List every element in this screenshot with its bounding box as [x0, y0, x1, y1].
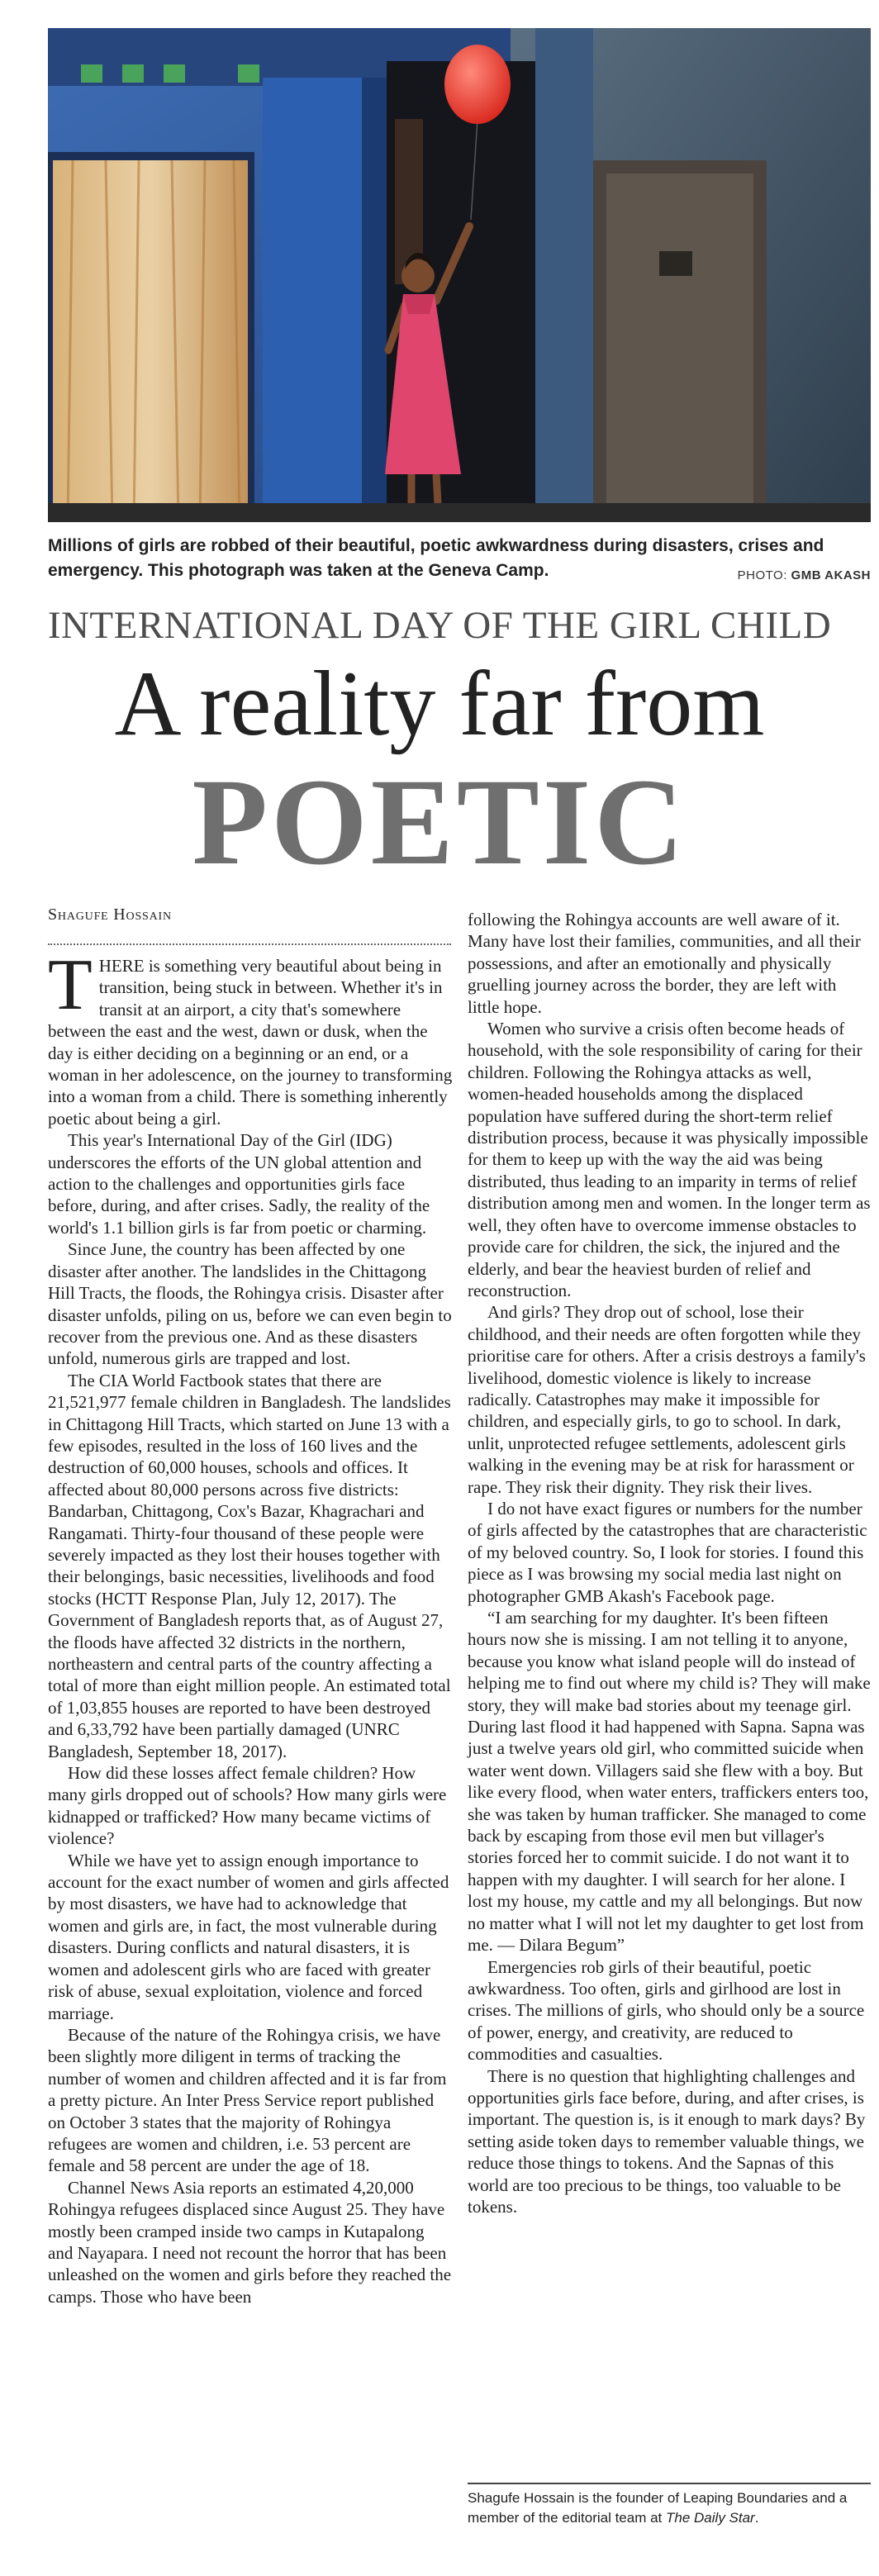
author-bio-text: Shagufe Hossain is the founder of Leaping Boundaries and a member of the editorial team at	[468, 2490, 848, 2526]
byline-divider	[48, 943, 451, 945]
paragraph: Since June, the country has been affected by one disaster after another. The landslides in the Chittagong Hill Tracts, the floods, the Rohingya crisis. Disaster after disaster unfolds, piling on us, before we can even begin to recover from the previous one. And as these disasters unfold, numerous girls are trapped and lost.	[48, 1239, 452, 1369]
photo-credit	[738, 568, 871, 582]
paragraph: While we have yet to assign enough importance to account for the exact number of women and girls affected by most disasters, we have had to acknowledge that women and girls are, in fact, the most vulnerable during disasters. During conflicts and natural disasters, it is women and adolescent girls who are faced with greater risk of abuse, sexual exploitation, violence and forced marriage.	[48, 1850, 449, 2023]
article-column-2	[468, 909, 871, 2217]
article-photo	[48, 28, 871, 522]
drop-cap: T	[48, 945, 93, 1025]
paragraph	[48, 945, 453, 1129]
paragraph: Women who survive a crisis often become heads of household, with the sole responsibility of caring for their children. Following the Rohingya attacks as well, women-headed households among the displaced population have suffered during the short-term relief distribution process, because it was physically impossible for them to keep up with the way the aid was being distributed, thus leading to an imparity in terms of relief distribution among men and women. In the longer term as well, they often have to overcome immense obstacles to provide care for children, the sick, the injured and the elderly, and bear the heaviest burden of relief and reconstruction.	[468, 1019, 871, 1300]
bio-divider	[468, 2483, 871, 2484]
photo-caption: Millions of girls are robbed of their beautiful, poetic awkwardness during disasters, crises and emergency. This photograph was taken at the Geneva Camp.	[48, 536, 824, 580]
byline: Shagufe Hossain	[48, 905, 172, 924]
paragraph-text: HERE is something very beautiful about being in transition, being stuck in between. Whether it's in transit at an airport, a city that's somewhere between the east and the west, dawn or dusk, when the day is either deciding on a beginning or an end, or a woman in her adolescence, on the journey to transforming into a woman from a child. There is something inherently poetic about being a girl.	[48, 956, 453, 1129]
paragraph: Emergencies rob girls of their beautiful, poetic awkwardness. Too often, girls and girlhood are lost in crises. The millions of girls, who should only be a source of power, energy, and creativity, are reduced to commodities and casualties.	[468, 1956, 865, 2065]
paragraph: following the Rohingya accounts are well aware of it. Many have lost their families, communities, and all their possessions, and after an emotionally and physically gruelling journey across the border, they are left with little hope.	[468, 910, 861, 1017]
photo-credit-name: GMB AKASH	[791, 568, 871, 582]
paragraph: Because of the nature of the Rohingya crisis, we have been slightly more diligent in terms of tracking the number of women and children affected and it is far from a pretty picture. An Inter Press Service report published on October 3 states that the majority of Rohingya refugees are women and children, i.e. 53 percent are female and 58 percent are under the age of 18.	[48, 2024, 447, 2176]
photo-credit-label: PHOTO:	[737, 568, 787, 582]
article-headline-poetic: POETIC	[192, 753, 687, 891]
paragraph: “I am searching for my daughter. It's been fifteen hours now she is missing. I am not telling it to anyone, because you know what island people will do instead of helping me to find out where my child is? They will make story, they will make bad stories about my teenage girl. During last flood it had happened with Sapna. Sapna was just a twelve years old girl, who committed suicide when water went down. Villagers said she flew with a boy. But like every flood, when water enters, traffickers enters too, she was taken by human trafficker. She managed to come back by escaping from those evil men but villager's stories forced her to commit suicide. I do not want it to happen with my daughter. I will search for her alone. I lost my house, my cattle and my all belongings. But now no matter what I will not let my daughter to get lost from me. — Dilara Begum”	[468, 1608, 871, 1956]
paragraph: The CIA World Factbook states that there are 21,521,977 female children in Bangladesh. The landslides in Chittagong Hill Tracts, which started on June 13 with a few episodes, resulted in the loss of 160 lives and the destruction of 60,000 houses, schools and offices. It affected about 80,000 persons across five districts: Bandarban, Chittagong, Cox's Bazar, Khagrachari and Rangamati. Thirty-four thousand of these people were severely impacted as they lost their houses together with their belongings, basic necessities, livelihoods and food stocks (HCTT Response Plan, July 12, 2017). The Government of Bangladesh reports that, as of August 27, the floods have affected 32 districts in the northern, northeastern and central parts of the country affecting a total of more than eight million people. An estimated total of 1,03,855 houses are reported to have been destroyed and 6,33,792 have been partially damaged (UNRC Bangladesh, September 18, 2017).	[48, 1370, 451, 1761]
article-column-1	[48, 945, 453, 2307]
article-kicker: INTERNATIONAL DAY OF THE GIRL CHILD	[47, 604, 832, 647]
author-bio: Shagufe Hossain is the founder of Leaping Boundaries and a member of the editorial team at The Daily Star.	[468, 2490, 848, 2526]
paragraph: How did these losses affect female children? How many girls dropped out of schools? How many girls were kidnapped or trafficked? How many became victims of violence?	[48, 1763, 447, 1849]
girl-with-balloon-image	[48, 28, 871, 522]
publication-name: The Daily Star	[666, 2510, 755, 2526]
paragraph: Channel News Asia reports an estimated 4,20,000 Rohingya refugees displaced since August 25. They have mostly been cramped inside two camps in Kutapalong and Nayapara. I need not recount the horror that has been unleashed on the women and girls before they reached the camps. Those who have been	[48, 2177, 452, 2307]
article-headline: A reality far from	[114, 653, 765, 755]
paragraph: This year's International Day of the Girl (IDG) underscores the efforts of the UN global attention and action to the challenges and opportunities girls face before, during, and after crises. Sadly, the reality of the world's 1.1 billion girls is far from poetic or charming.	[48, 1130, 430, 1238]
paragraph: I do not have exact figures or numbers for the number of girls affected by the catastrophes that are characteristic of my beloved country. So, I look for stories. I found this piece as I was browsing my social media last night on photographer GMB Akash's Facebook page.	[468, 1498, 867, 1606]
paragraph: And girls? They drop out of school, lose their childhood, and their needs are often forgotten while they prioritise care for others. After a crisis destroys a family's livelihood, domestic violence is likely to increase radically. Catastrophes may make it impossible for children, and especially girls, to go to school. In dark, unlit, unprotected refugee settlements, adolescent girls walking in the evening may be at risk for harassment or rape. They risk their dignity. They risk their lives.	[468, 1302, 866, 1497]
paragraph: There is no question that highlighting challenges and opportunities girls face before, during, and after crises, is important. The question is, is it enough to mark days? By setting aside token days to remember valuable things, we reduce those things to tokens. And the Sapnas of this world are too precious to be things, too valuable to be tokens.	[468, 2065, 866, 2217]
